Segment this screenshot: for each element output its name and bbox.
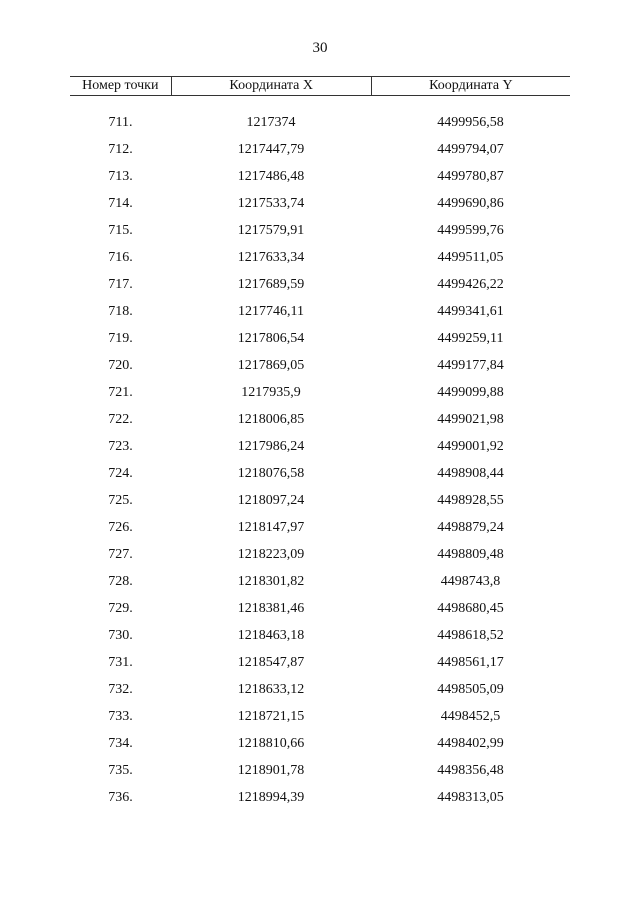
cell-coordinate-x: 1217579,91: [237, 223, 305, 238]
table-row: [70, 109, 570, 136]
cell-point-number: 728.: [108, 574, 133, 589]
table-row: [70, 487, 570, 514]
cell-point-number: 712.: [108, 142, 133, 157]
cell-coordinate-y: 4499511,05: [437, 250, 504, 265]
cell-point-number: 717.: [108, 277, 133, 292]
cell-coordinate-y: 4499690,86: [437, 196, 504, 211]
cell-coordinate-y: 4498356,48: [437, 763, 504, 778]
cell-coordinate-y: 4498452,5: [440, 709, 501, 724]
table-row: [70, 190, 570, 217]
cell-coordinate-x: 1218463,18: [237, 628, 305, 643]
cell-point-number: 732.: [108, 682, 133, 697]
table-row: [70, 541, 570, 568]
cell-coordinate-y: 4498908,44: [437, 466, 504, 481]
table-row: [70, 379, 570, 406]
cell-point-number: 725.: [108, 493, 133, 508]
cell-point-number: 734.: [108, 736, 133, 751]
table-row: [70, 244, 570, 271]
cell-coordinate-x: 1218147,97: [237, 520, 305, 535]
cell-coordinate-y: 4499599,76: [437, 223, 504, 238]
cell-coordinate-x: 1217869,05: [237, 358, 305, 373]
table-row: [70, 217, 570, 244]
table-row: [70, 433, 570, 460]
cell-point-number: 714.: [108, 196, 133, 211]
cell-point-number: 736.: [108, 790, 133, 805]
cell-coordinate-y: 4498505,09: [437, 682, 504, 697]
cell-coordinate-x: 1218076,58: [237, 466, 305, 481]
cell-coordinate-y: 4499341,61: [437, 304, 504, 319]
header-coordinate-y: Координата Y: [371, 77, 570, 95]
table-row: [70, 649, 570, 676]
cell-coordinate-x: 1217935,9: [241, 385, 301, 400]
table-row: [70, 271, 570, 298]
cell-coordinate-x: 1218547,87: [237, 655, 305, 670]
cell-coordinate-x: 1218810,66: [237, 736, 305, 751]
cell-coordinate-y: 4499426,22: [437, 277, 504, 292]
cell-coordinate-y: 4499794,07: [437, 142, 504, 157]
cell-coordinate-x: 1218301,82: [237, 574, 305, 589]
cell-coordinate-y: 4498561,17: [437, 655, 504, 670]
cell-coordinate-x: 1217533,74: [237, 196, 305, 211]
table-row: [70, 784, 570, 811]
cell-point-number: 719.: [108, 331, 133, 346]
cell-coordinate-x: 1218994,39: [237, 790, 305, 805]
cell-coordinate-x: 1217633,34: [237, 250, 305, 265]
table-row: [70, 352, 570, 379]
header-point-number: Номер точки: [82, 78, 159, 93]
table-row: [70, 757, 570, 784]
cell-coordinate-x: 1217689,59: [237, 277, 305, 292]
cell-point-number: 733.: [108, 709, 133, 724]
table-row: [70, 163, 570, 190]
table-row: [70, 136, 570, 163]
cell-coordinate-y: 4498402,99: [437, 736, 504, 751]
cell-point-number: 721.: [108, 385, 133, 400]
cell-point-number: 731.: [108, 655, 133, 670]
cell-coordinate-x: 1218633,12: [237, 682, 305, 697]
cell-point-number: 724.: [108, 466, 133, 481]
table-row: [70, 622, 570, 649]
table-body: [70, 109, 570, 811]
cell-point-number: 729.: [108, 601, 133, 616]
cell-point-number: 711.: [108, 115, 133, 130]
cell-point-number: 726.: [108, 520, 133, 535]
cell-coordinate-x: 1217746,11: [238, 304, 304, 319]
coordinates-table: [70, 76, 570, 811]
cell-coordinate-y: 4498809,48: [437, 547, 504, 562]
cell-coordinate-y: 4499956,58: [437, 115, 504, 130]
cell-point-number: 718.: [108, 304, 133, 319]
table-row: [70, 514, 570, 541]
cell-coordinate-y: 4498879,24: [437, 520, 504, 535]
cell-coordinate-x: 1218901,78: [237, 763, 305, 778]
table-row: [70, 406, 570, 433]
cell-coordinate-x: 1218097,24: [237, 493, 305, 508]
cell-point-number: 715.: [108, 223, 133, 238]
table-row: [70, 676, 570, 703]
cell-point-number: 716.: [108, 250, 133, 265]
header-coordinate-x: Координата X: [171, 77, 371, 95]
cell-coordinate-y: 4499099,88: [437, 385, 504, 400]
cell-point-number: 713.: [108, 169, 133, 184]
cell-coordinate-y: 4498928,55: [437, 493, 504, 508]
table-row: [70, 460, 570, 487]
page-number: 30: [312, 40, 328, 56]
cell-point-number: 735.: [108, 763, 133, 778]
cell-point-number: 723.: [108, 439, 133, 454]
cell-coordinate-y: 4498680,45: [437, 601, 504, 616]
table-row: [70, 595, 570, 622]
cell-point-number: 730.: [108, 628, 133, 643]
table-row: [70, 325, 570, 352]
cell-point-number: 722.: [108, 412, 133, 427]
cell-coordinate-x: 1217806,54: [237, 331, 305, 346]
table-row: [70, 730, 570, 757]
cell-coordinate-x: 1218721,15: [237, 709, 305, 724]
cell-coordinate-x: 1218381,46: [237, 601, 305, 616]
cell-coordinate-x: 1217447,79: [237, 142, 305, 157]
cell-coordinate-y: 4498618,52: [437, 628, 504, 643]
cell-coordinate-x: 1218223,09: [237, 547, 305, 562]
cell-coordinate-y: 4499259,11: [437, 331, 504, 346]
cell-point-number: 720.: [108, 358, 133, 373]
cell-coordinate-x: 1218006,85: [237, 412, 305, 427]
cell-coordinate-x: 1217374: [246, 115, 296, 130]
table-row: [70, 568, 570, 595]
cell-coordinate-y: 4499780,87: [437, 169, 504, 184]
cell-coordinate-y: 4498313,05: [437, 790, 504, 805]
cell-point-number: 727.: [108, 547, 133, 562]
table-row: [70, 298, 570, 325]
cell-coordinate-y: 4498743,8: [440, 574, 501, 589]
table-row: [70, 703, 570, 730]
cell-coordinate-y: 4499021,98: [437, 412, 504, 427]
cell-coordinate-y: 4499001,92: [437, 439, 504, 454]
cell-coordinate-x: 1217986,24: [237, 439, 305, 454]
cell-coordinate-y: 4499177,84: [437, 358, 504, 373]
table-header: [70, 76, 570, 96]
cell-coordinate-x: 1217486,48: [237, 169, 305, 184]
